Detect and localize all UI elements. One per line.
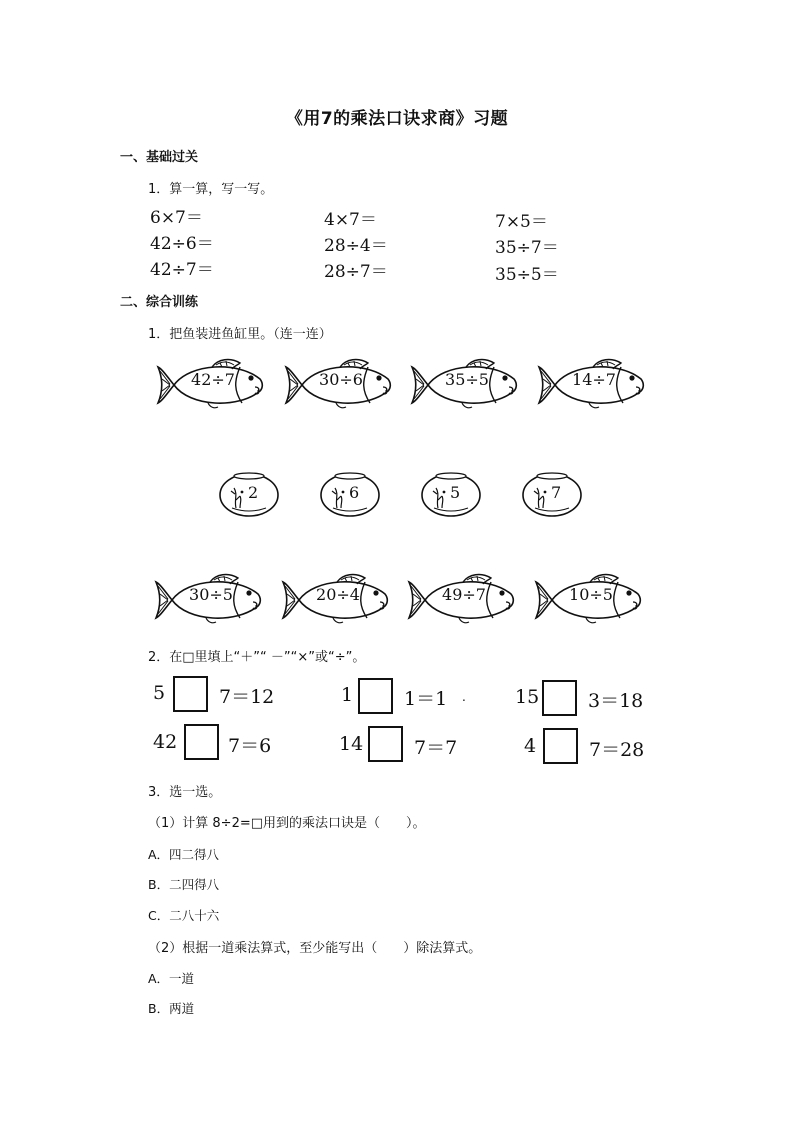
question-1-label: 1．算一算，写一写。 bbox=[148, 182, 274, 197]
calc-item: 6×7＝ bbox=[150, 208, 203, 228]
option-a[interactable]: A．四二得八 bbox=[148, 847, 220, 862]
fishbowl-number: 2 bbox=[248, 483, 259, 502]
fishbowl-3[interactable] bbox=[420, 470, 482, 518]
calc-item: 35÷7＝ bbox=[495, 238, 559, 258]
calc-item: 35÷5＝ bbox=[495, 265, 559, 285]
fish-expression: 35÷5 bbox=[445, 370, 489, 389]
operand-left: 15 bbox=[515, 686, 540, 708]
question-2-2-label: 2．在□里填上“＋”“ －”“×”或“÷”。 bbox=[148, 650, 366, 665]
fish-bottom-2[interactable] bbox=[281, 572, 393, 628]
calc-item: 28÷4＝ bbox=[324, 236, 388, 256]
fishbowl-1[interactable] bbox=[218, 470, 280, 518]
fish-expression: 30÷5 bbox=[189, 585, 233, 604]
operator-input-box[interactable] bbox=[358, 678, 393, 714]
fishbowl-number: 6 bbox=[349, 483, 360, 502]
fishbowl-number: 7 bbox=[551, 483, 562, 502]
calc-item: 42÷6＝ bbox=[150, 234, 214, 254]
fish-bottom-3[interactable] bbox=[407, 572, 519, 628]
fish-expression: 30÷6 bbox=[319, 370, 363, 389]
fish-expression: 14÷7 bbox=[572, 370, 616, 389]
option-c[interactable]: C．二八十六 bbox=[148, 908, 220, 923]
operand-left: 42 bbox=[153, 731, 178, 753]
fishbowl-2[interactable] bbox=[319, 470, 381, 518]
fish-expression: 10÷5 bbox=[569, 585, 613, 604]
operator-input-box[interactable] bbox=[368, 726, 403, 762]
stray-dot: . bbox=[462, 690, 466, 704]
question-2-3-label: 3．选一选。 bbox=[148, 785, 222, 800]
operator-input-box[interactable] bbox=[542, 680, 577, 716]
question-3-2-text: （2）根据一道乘法算式，至少能写出（ ）除法算式。 bbox=[148, 941, 482, 956]
fish-expression: 42÷7 bbox=[191, 370, 235, 389]
fishbowl-number: 5 bbox=[450, 483, 461, 502]
operand-left: 5 bbox=[153, 682, 166, 704]
operand-right: 7＝12 bbox=[219, 686, 275, 708]
operator-input-box[interactable] bbox=[543, 728, 578, 764]
calc-item: 4×7＝ bbox=[324, 210, 377, 230]
fishbowl-4[interactable] bbox=[521, 470, 583, 518]
operand-right: 1＝1 bbox=[404, 688, 448, 710]
fish-top-4[interactable] bbox=[537, 357, 649, 413]
page-title: 《用7的乘法口诀求商》习题 bbox=[285, 109, 509, 129]
section-heading-comprehensive: 二、综合训练 bbox=[120, 295, 199, 310]
operand-right: 7＝7 bbox=[414, 737, 458, 759]
calc-item: 42÷7＝ bbox=[150, 260, 214, 280]
calc-item: 28÷7＝ bbox=[324, 262, 388, 282]
operand-right: 3＝18 bbox=[588, 690, 644, 712]
fish-bottom-4[interactable] bbox=[534, 572, 646, 628]
fish-bottom-1[interactable] bbox=[154, 572, 266, 628]
fish-expression: 49÷7 bbox=[442, 585, 486, 604]
fish-top-1[interactable] bbox=[156, 357, 268, 413]
operand-left: 14 bbox=[339, 733, 364, 755]
fish-expression: 20÷4 bbox=[316, 585, 360, 604]
operand-left: 4 bbox=[524, 735, 537, 757]
question-3-1-text: （1）计算 8÷2=□用到的乘法口诀是（ ）。 bbox=[148, 816, 426, 831]
operand-left: 1 bbox=[341, 684, 354, 706]
fish-top-2[interactable] bbox=[284, 357, 396, 413]
fish-top-3[interactable] bbox=[410, 357, 522, 413]
option-b[interactable]: B．二四得八 bbox=[148, 877, 220, 892]
operand-right: 7＝6 bbox=[228, 735, 272, 757]
operator-input-box[interactable] bbox=[184, 724, 219, 760]
section-heading-basic: 一、基础过关 bbox=[120, 150, 199, 165]
calc-item: 7×5＝ bbox=[495, 212, 548, 232]
operand-right: 7＝28 bbox=[589, 739, 645, 761]
operator-input-box[interactable] bbox=[173, 676, 208, 712]
option-b[interactable]: B．两道 bbox=[148, 1001, 195, 1016]
question-2-1-label: 1．把鱼装进鱼缸里。（连一连） bbox=[148, 327, 332, 342]
option-a[interactable]: A．一道 bbox=[148, 971, 195, 986]
